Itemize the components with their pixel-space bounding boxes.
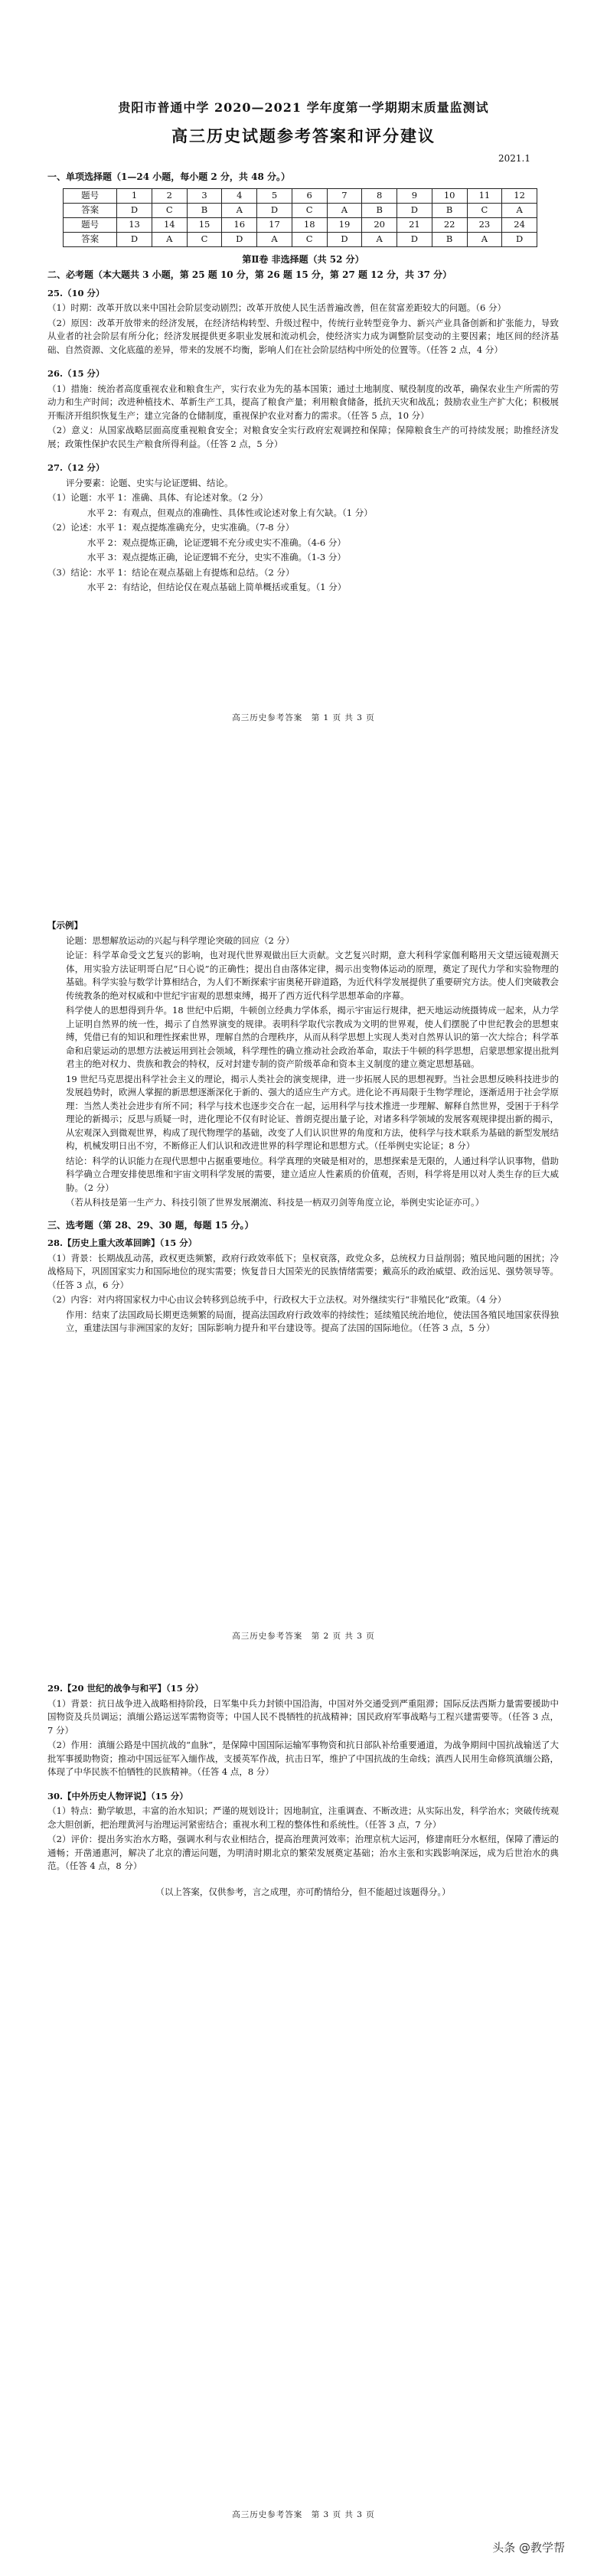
example-conclusion: 结论：科学的认识能力在现代思想中占据重要地位。科学真理的突破是相对的，思想探索是无限的，人通过科学认识事物，借助科学确立合理安排使思维和宇宙文明科学发展的需要，建立适应人性素质的价值观，否则，科学将是用以对人类生存的巨大威胁。（2 分） [66,1155,559,1193]
rubric-line: 水平 2：有观点，但观点的准确性、具体性或论述对象上有欠缺。（1 分） [87,507,373,518]
question-27-title: 27.（12 分） [47,462,105,473]
page-1-content [47,168,559,596]
answer-cell: B [432,203,467,217]
question-25-title: 25.（10 分） [47,287,105,298]
question-number: 17 [257,217,292,232]
question-25-answer-1: （1）时期：改革开放以来中国社会阶层变动剧烈；改革开放使人民生活普遍改善，但在贫富差距较大的问题。（6 分） [47,302,507,313]
example-paragraph: 论证：科学革命受文艺复兴的影响，也对现代世界观做出巨大贡献。文艺复兴时期，意大利科学家伽利略用天文望远镜观测天体，用实验方法证明哥白尼“日心说”的正确性；提出自由落体定律，揭示出变物体运动的原理，奠定了现代力学和实验物理的基础。科学实验与数学计算相结合，为人们不断探索宇宙奥秘开辟道路，为近代科学发展提供了重要研究方法。使人们突破教会传统教条的绝对权威和中世纪宇宙观的思想束缚，揭开了西方近代科学思想革命的序幕。 [66,950,559,1001]
answer-cell: D [257,203,292,217]
document-title: 高三历史试题参考答案和评分建议 [171,126,436,145]
question-28-answer-1: （1）背景：长期战乱动荡，政权更迭频繁，政府行政效率低下；皇权衰落，政党众多，总统权力日益削弱；殖民地问题的困扰；冷战格局下，巩固国家实力和国际地位的现实需要；恢复昔日大国荣光的民族情绪需要；戴高乐的政治威望、政治远见、强势领导等。（任答 3 点，6 分） [47,1252,559,1290]
question-29-title: 29.【20 世纪的战争与和平】（15 分） [47,1683,204,1694]
answer-table-row [64,203,537,217]
page-footer: 高三历史参考答案 第 2 页 共 3 页 [232,1632,375,1641]
answer-cell: C [292,203,327,217]
answer-cell: D [117,232,152,246]
page-3 [0,1661,607,2576]
question-28-answer-3: 作用：结束了法国政局长期更迭频繁的局面，提高法国政府行政效率的持续性；延续殖民统治地位，使法国各殖民地国家获得独立，重建法国与非洲国家的友好；国际影响力提升和平台建设等。提高了法国的国际地位。（任答 3 点，5 分） [66,1309,559,1333]
example-paragraph: 科学使人的思想得到升华。18 世纪中后期，牛顿创立经典力学体系，揭示宇宙运行规律，把天地运动统摄铸成一起来，从力学上证明自然界的统一性，揭示了自然界演变的规律。表明科学取代宗教成为文明的世界观，使人们摆脱了中世纪教会的思想束缚，凭借已有的知识和理性探索世界，理解自然的合理秩序，从而从科学思想上实现人类对自然界认识的第一次大综合；科学革命和启蒙运动的思想方法被运用到社会领域，科学理性的确立推动社会政治革命，取法于牛顿的科学思想，启蒙思想家提出批判君主的绝对权力、贵族和教会的特权，反对封建专制的资产阶级革命和资本主义制度的建立奠定思想基础。 [66,1005,559,1069]
answer-cell: C [152,203,187,217]
closing-note: （以上答案，仅供参考，言之成理，亦可酌情给分，但不能超过该题得分。） [155,1886,451,1897]
example-note: （若从科技是第一生产力、科技引领了世界发展潮流、科技是一柄双刃剑等角度立论，举例史实论证亦可。） [66,1197,485,1208]
answer-table-row [64,188,537,203]
question-number: 21 [397,217,432,232]
rubric-line: （3）结论：水平 1：结论在观点基础上有提炼和总结。（2 分） [47,566,295,578]
answer-cell: A [222,203,257,217]
answer-cell: C [467,203,502,217]
question-number: 5 [257,188,292,203]
answer-cell: A [327,203,362,217]
answer-table-row [64,232,537,246]
page-2 [0,842,607,1668]
document-date: 2021.1 [498,153,530,164]
question-number: 15 [187,217,222,232]
page-3-content [47,1678,559,1899]
question-number: 12 [502,188,537,203]
row-label: 答案 [64,232,117,246]
question-number: 8 [362,188,397,203]
question-number: 6 [292,188,327,203]
rubric-line: 水平 2：有结论，但结论仅在观点基础上简单概括或重复。（1 分） [87,582,347,592]
section-3-title: 三、选考题（第 28、29、30 题，每题 15 分。） [47,1219,254,1231]
question-30-answer-1: （1）特点：勤学敏思，丰富的治水知识；严谨的规划设计；因地制宜，注重调查、不断改进；从实际出发，科学治水；突破传统观念大胆创新，把治理黄河与治理运河紧密结合；重视水利工程的整体性和系统性。（任答 3 点，7 分） [47,1805,559,1830]
answer-cell: C [292,232,327,246]
question-number: 24 [502,217,537,232]
answer-cell: D [397,232,432,246]
answer-cell: A [152,232,187,246]
row-label: 题号 [64,188,117,203]
answer-table [63,188,537,247]
answer-cell: A [362,232,397,246]
page-2-content [47,915,559,1337]
section-1-title: 一、单项选择题（1—24 小题，每小题 2 分，共 48 分。） [47,171,290,182]
question-30-title: 30.【中外历史人物评说】（15 分） [47,1790,188,1802]
school-title: 贵阳市普通中学 2020—2021 学年度第一学期期末质量监测试 [118,100,489,115]
rubric-line: 水平 2：观点提炼正确，论证逻辑不充分或史实不准确。（4-6 分） [87,536,346,548]
question-number: 7 [327,188,362,203]
answer-cell: D [222,232,257,246]
page-footer: 高三历史参考答案 第 1 页 共 3 页 [232,713,375,722]
question-26-title: 26.（15 分） [47,368,105,379]
question-number: 18 [292,217,327,232]
question-number: 2 [152,188,187,203]
answer-cell: B [187,203,222,217]
page-1 [0,0,607,781]
question-29-answer-2: （2）作用：滇缅公路是中国抗战的“血脉”，是保障中国国际运输军事物资和抗日部队补给重要通道，为战争期间中国抗战输送了大批军事援助物资；推动中国远征军入缅作战，支援英军作战，抗击日军，维护了中国抗战的生命线；滇西人民用生命修筑滇缅公路，体现了中华民族不怕牺牲的民族精神。（任答 4 点，8 分） [47,1740,559,1777]
question-25-answer-2: （2）原因：改革开放带来的经济发展，在经济结构转型、升级过程中，传统行业转型竞争力、新兴产业具备创新和扩张能力，导致从业者的社会阶层有所分化；经济发展提供更多职业发展和流动机会，使经济实力成为调整阶层变动的主要因素；地区间的经济基础、自然资源、文化底蕴的差异，带来的发展不均衡，影响人们在社会阶层结构中所处的位置等。（任答 2 点，4 分） [47,317,559,355]
answer-cell: A [502,203,537,217]
mandatory-title: 二、必考题（本大题共 3 小题，第 25 题 10 分，第 26 题 15 分，第 27 题 12 分，共 37 分） [47,269,452,280]
question-number: 19 [327,217,362,232]
answer-cell: C [187,232,222,246]
answer-cell: D [397,203,432,217]
answer-cell: D [327,232,362,246]
question-30-answer-2: （2）评价：提出务实治水方略，强调水利与农业相结合，提高治理黄河效率；治理京杭大运河，修建南旺分水枢纽，保障了漕运的通畅；开凿通惠河，解决了北京的漕运问题，为明清时期北京的繁荣发展奠定基础；治水主张和实践影响深远，成为后世治水的典范。（任答 4 点，8 分） [47,1834,559,1871]
question-26-answer-2: （2）意义：从国家战略层面高度重视粮食安全；对粮食安全实行政府宏观调控和保障；保障粮食生产的可持续发展；助推经济发展；政策性保护农民生产粮食所得利益。（任答 2 点，5 分） [47,425,559,449]
rubric-line: （2）论述：水平 1：观点提炼准确充分，史实准确。（7-8 分） [47,522,295,533]
answer-cell: D [117,203,152,217]
question-28-title: 28.【历史上重大改革回眸】（15 分） [47,1237,197,1248]
rubric-line: （1）论题：水平 1：准确、具体、有论述对象。（2 分） [47,492,269,503]
row-label: 题号 [64,217,117,232]
question-number: 11 [467,188,502,203]
question-number: 10 [432,188,467,203]
page-footer: 高三历史参考答案 第 3 页 共 3 页 [232,2510,375,2519]
scoring-elements: 评分要素：论题、史实与论证逻辑、结论。 [66,477,233,488]
rubric-line: 水平 3：观点提炼正确，论证逻辑不充分，史实不准确。（1-3 分） [87,552,346,562]
question-number: 16 [222,217,257,232]
question-26-answer-1: （1）措施：统治者高度重视农业和粮食生产，实行农业为先的基本国策；通过土地制度、赋役制度的改革，确保农业生产所需的劳动力和生产时间；改进种植技术、革新生产工具，提高了粮食产量；利用粮食储备，抵抗天灾和战乱；鼓励农业生产扩大化；积极展开赈济开组织恢复生产；建立完备的仓储制度，重视保护农业对畜力的需求。（任答 5 点，10 分） [47,383,559,421]
section-2-title: 第Ⅱ卷 非选择题（共 52 分） [242,253,364,265]
answer-cell: A [257,232,292,246]
answer-table-row [64,217,537,232]
example-paragraph: 19 世纪马克思提出科学社会主义的理论，揭示人类社会的演变规律，进一步拓展人民的思想视野。当社会思想反映科技进步的发展趋势时，欧洲人掌握的新思想逐渐深化于新的、强大的适应生产方式。进化论不再局限于生物学理论，逐渐适用于社会学原理：当然人类社会进步有所不同；科学与技术也逐步交合在一起，运用科学与技术推进一步理解、解释自然世界，受困于于科学理论的新揭示；反思与质疑一时，进化理论不仅有时论证、普朗克提出量子论，对诸多科学领域的发展客观规律提出新的揭示，从宏观深入到微观世界，构成了现代物理学的基础，改变了人们认识世界的角度和方法，使科学与技术联系为基础的新型发展结构，机械发明日出不穷，不断修正人们认识和改进世界的科学理论和思想方式。（任举例史实论证；8 分） [66,1073,559,1151]
question-29-answer-1: （1）背景：抗日战争进入战略相持阶段，日军集中兵力封锁中国沿海，中国对外交通受到严重阻滞；国际反法西斯力量需要援助中国物资及兵员调运；滇缅公路运送军需物资等；中国人民不畏牺牲的抗战精神；国民政府军事战略与工程兴建需要等。（任答 3 点，7 分） [47,1697,559,1736]
question-number: 20 [362,217,397,232]
question-number: 14 [152,217,187,232]
watermark: 头条 @教学帮 [492,2541,565,2555]
question-number: 3 [187,188,222,203]
row-label: 答案 [64,203,117,217]
answer-cell: B [362,203,397,217]
question-28-answer-2: （2）内容：对内将国家权力中心由议会转移到总统手中，行政权大于立法权。对外继续实行“非殖民化”政策。（4 分） [47,1294,507,1305]
question-number: 23 [467,217,502,232]
question-number: 4 [222,188,257,203]
question-number: 22 [432,217,467,232]
answer-cell: B [432,232,467,246]
question-number: 1 [117,188,152,203]
answer-cell: D [502,232,537,246]
example-title: 【示例】 [47,920,83,931]
question-number: 9 [397,188,432,203]
question-number: 13 [117,217,152,232]
answer-cell: A [467,232,502,246]
example-topic: 论题：思想解放运动的兴起与科学理论突破的回应（2 分） [66,934,295,946]
